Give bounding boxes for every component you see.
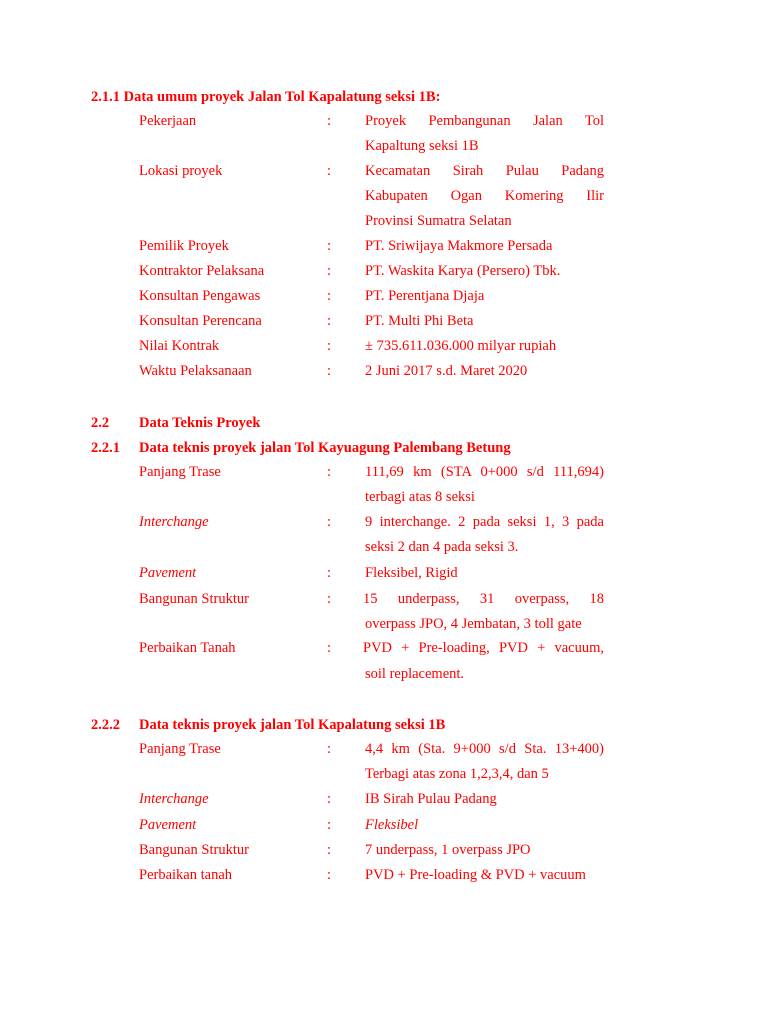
row-konsultan-perencana: Konsultan Perencana : PT. Multi Phi Beta xyxy=(139,313,474,329)
row-perbaikan-tanah-222: Perbaikan tanah : PVD + Pre-loading & PVD + vacuum xyxy=(139,867,586,883)
row-interchange-222: Interchange : IB Sirah Pulau Padang xyxy=(139,791,497,807)
row-bangunan-struktur-221: Bangunan Struktur : 15 underpass, 31 overpass, 18 overpass JPO, 4 Jembatan, 3 toll gate xyxy=(139,591,604,632)
row-panjang-trase-222: Panjang Trase : 4,4 km (Sta. 9+000 s/d Sta. 13+400) Terbagi atas zona 1,2,3,4, dan 5 xyxy=(139,741,604,782)
row-panjang-trase-221: Panjang Trase : 111,69 km (STA 0+000 s/d 111,694) terbagi atas 8 seksi xyxy=(139,464,604,505)
row-pavement-222: Pavement : Fleksibel xyxy=(139,817,419,833)
row-pekerjaan: Pekerjaan : Proyek Pembangunan Jalan Tol Kapaltung seksi 1B xyxy=(139,113,604,154)
row-bangunan-struktur-222: Bangunan Struktur : 7 underpass, 1 overpass JPO xyxy=(139,842,531,858)
row-nilai-kontrak: Nilai Kontrak : ± 735.611.036.000 milyar rupiah xyxy=(139,338,557,354)
row-waktu-pelaksanaan: Waktu Pelaksanaan : 2 Juni 2017 s.d. Maret 2020 xyxy=(139,363,528,379)
row-interchange-221: Interchange : 9 interchange. 2 pada seksi 1, 3 pada seksi 2 dan 4 pada seksi 3. xyxy=(139,514,604,555)
row-konsultan-pengawas: Konsultan Pengawas : PT. Perentjana Djaja xyxy=(139,288,485,304)
row-perbaikan-tanah-221: Perbaikan Tanah : PVD + Pre-loading, PVD + vacuum, soil replacement. xyxy=(139,640,604,682)
row-pemilik-proyek: Pemilik Proyek : PT. Sriwijaya Makmore Persada xyxy=(139,238,553,254)
row-pavement-221: Pavement : Fleksibel, Rigid xyxy=(139,565,458,581)
row-lokasi-proyek: Lokasi proyek : Kecamatan Sirah Pulau Padang Kabupaten Ogan Komering Ilir Provinsi Sumatra Selatan xyxy=(139,163,604,229)
row-kontraktor-pelaksana: Kontraktor Pelaksana : PT. Waskita Karya (Persero) Tbk. xyxy=(139,263,561,279)
